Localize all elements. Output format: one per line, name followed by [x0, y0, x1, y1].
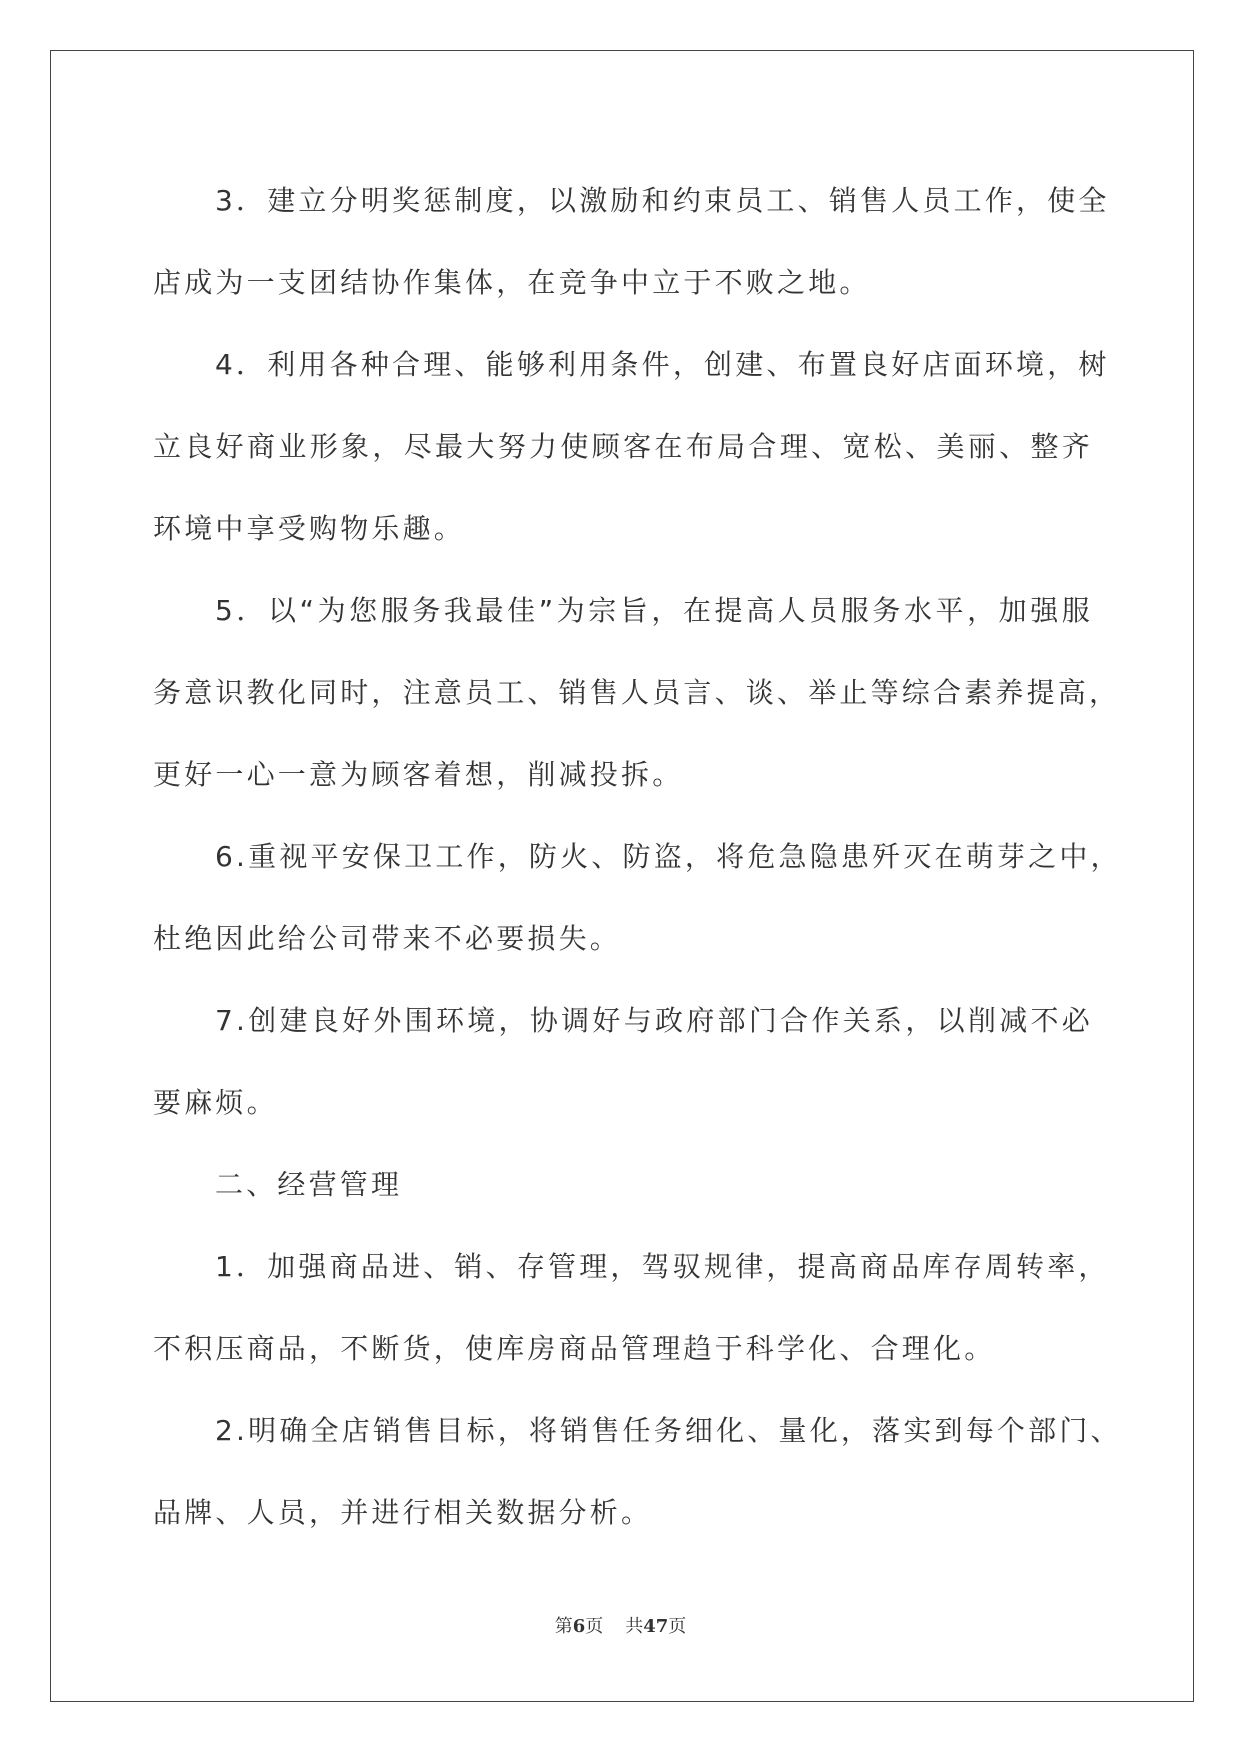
footer-page-number: 6: [572, 1616, 586, 1637]
footer-total-unit: 页: [668, 1616, 687, 1637]
text-line: 要麻烦。: [153, 1086, 278, 1119]
paragraph-7: [153, 980, 1093, 1144]
text-line: 店成为一支团结协作集体，在竞争中立于不败之地。: [153, 266, 871, 299]
paragraph-4: [153, 324, 1110, 570]
text-line: 务意识教化同时，注意员工、销售人员言、谈、举止等综合素养提高，: [153, 676, 1121, 709]
paragraph-6: [153, 816, 1122, 980]
text-line: 4．利用各种合理、能够利用条件，创建、布置良好店面环境，树: [215, 348, 1110, 381]
footer-total-pages: 47: [643, 1616, 669, 1637]
paragraph-9: [153, 1390, 1122, 1554]
footer-page-unit: 页: [585, 1616, 604, 1637]
text-line: 6.重视平安保卫工作，防火、防盗，将危急隐患歼灭在萌芽之中，: [215, 840, 1122, 873]
text-line: 杜绝因此给公司带来不必要损失。: [153, 922, 622, 955]
text-line: 7.创建良好外围环境，协调好与政府部门合作关系，以削减不必: [215, 1004, 1093, 1037]
text-line: 不积压商品，不断货，使库房商品管理趋于科学化、合理化。: [153, 1332, 996, 1365]
text-line: 1．加强商品进、销、存管理，驾驭规律，提高商品库存周转率，: [215, 1250, 1110, 1283]
section-heading: [153, 1144, 1093, 1226]
text-line: 3．建立分明奖惩制度，以激励和约束员工、销售人员工作，使全: [215, 184, 1110, 217]
text-line: 5．以“为您服务我最佳”为宗旨，在提高人员服务水平，加强服: [215, 594, 1093, 627]
paragraph-3: [153, 160, 1110, 324]
footer-prefix: 第: [554, 1616, 573, 1637]
text-line: 环境中享受购物乐趣。: [153, 512, 466, 545]
footer-total-prefix: 共: [625, 1616, 644, 1637]
page-footer: [0, 1612, 1241, 1638]
heading-text: 二、经营管理: [215, 1168, 403, 1201]
text-line: 更好一心一意为顾客着想，削减投拆。: [153, 758, 684, 791]
paragraph-8: [153, 1226, 1110, 1390]
text-line: 立良好商业形象，尽最大努力使顾客在布局合理、宽松、美丽、整齐: [153, 430, 1093, 463]
paragraph-5: [153, 570, 1121, 816]
document-body: [153, 160, 1122, 1554]
text-line: 品牌、人员，并进行相关数据分析。: [153, 1496, 653, 1529]
text-line: 2.明确全店销售目标，将销售任务细化、量化，落实到每个部门、: [215, 1414, 1122, 1447]
